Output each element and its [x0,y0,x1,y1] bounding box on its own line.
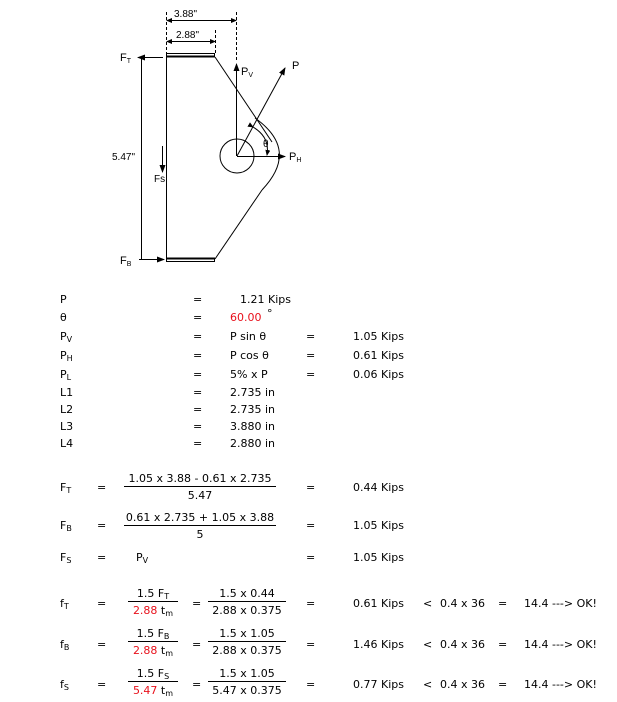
lug-plate [166,54,279,262]
eq: = [193,330,203,343]
eq: = [306,551,316,564]
eq: = [193,293,203,306]
eq: = [192,638,202,651]
value-theta: 60.00 ° [230,307,273,324]
label-p: P [292,60,300,72]
label-ph: PH [289,151,302,164]
value-l2: 2.735 in [230,403,276,416]
expr-fs: $P_V$ [136,551,149,565]
less-than: < [423,638,433,651]
check-result: 14.4 ---> OK! [524,678,597,691]
numerator: 0.61 x 2.735 + 1.05 x 3.88 [125,511,275,524]
fraction-fb [124,511,276,541]
result-fs: 1.05 Kips [353,551,404,564]
eq: = [193,403,203,416]
symbol-theta: θ [60,311,67,324]
fraction-ft-symbolic: $\frac{1.5 F_T}{2.88 t_m}$ [128,587,178,617]
result-pv: 1.05 Kips [353,330,404,343]
label-fs: Fs [154,174,166,185]
symbol-l3: L3 [60,420,74,433]
expr-pl: 5% x P [230,368,268,381]
eq: = [97,638,107,651]
symbol-fs: $F_S$ [60,551,72,565]
eq: = [306,678,316,691]
symbol-ft: $F_T$ [60,481,72,495]
symbol-fb: $F_B$ [60,519,72,533]
fraction-ft-numeric: $\frac{1.5 x 0.44}{2.88 x 0.375}$ [208,587,286,617]
result-pl: 0.06 Kips [353,368,404,381]
symbol-fb-stress: $f_B$ [60,638,70,652]
check-result: 14.4 ---> OK! [524,638,597,651]
fraction-fs-numeric: $\frac{1.5 x 1.05}{5.47 x 0.375}$ [208,667,286,697]
eq: = [306,638,316,651]
eq: = [193,386,203,399]
denominator: 5.47 [187,489,213,502]
p-arrow [237,68,285,156]
eq: = [193,437,203,450]
allowable-expr: 0.4 x 36 [440,597,485,610]
theta-input-value: 60.00 [230,311,262,324]
fraction-ft [124,472,276,502]
eq: = [192,597,202,610]
result-fb: 1.05 Kips [353,519,404,532]
eq: = [192,678,202,691]
fraction-fb-symbolic: $\frac{1.5 F_B}{2.88 t_m}$ [128,627,178,657]
eq: = [306,519,316,532]
eq: = [498,678,508,691]
expr-ph: P cos θ [230,349,269,362]
result-ft: 0.44 Kips [353,481,404,494]
less-than: < [423,678,433,691]
symbol-l1: L1 [60,386,74,399]
fraction-fb-numeric: $\frac{1.5 x 1.05}{2.88 x 0.375}$ [208,627,286,657]
lug-free-body-diagram [0,0,617,275]
eq: = [306,330,316,343]
result-fs-stress: 0.77 Kips [353,678,404,691]
eq: = [306,368,316,381]
symbol-ft-stress: $f_T$ [60,597,69,611]
eq: = [97,678,107,691]
dim-label-2-88: 2.88" [176,30,200,41]
eq: = [193,311,203,324]
allowable-expr: 0.4 x 36 [440,638,485,651]
symbol-fs-stress: $f_S$ [60,678,69,692]
result-fb-stress: 1.46 Kips [353,638,404,651]
eq: = [97,597,107,610]
symbol-l4: L4 [60,437,74,450]
label-theta: θ [263,139,269,150]
less-than: < [423,597,433,610]
eq: = [193,368,203,381]
value-p: 1.21 Kips [240,293,291,306]
eq: = [498,638,508,651]
result-ph: 0.61 Kips [353,349,404,362]
symbol: P [60,293,67,306]
label-pv: PV [241,66,254,79]
value-l4: 2.880 in [230,437,276,450]
eq: = [306,349,316,362]
check-result: 14.4 ---> OK! [524,597,597,610]
eq: = [97,551,107,564]
value-l1: 2.735 in [230,386,276,399]
numerator: 1.05 x 3.88 - 0.61 x 2.735 [124,472,276,487]
denominator: 5 [196,528,204,541]
eq: = [97,481,107,494]
label-ft: FT [120,52,132,65]
expr-pv: P sin θ [230,330,267,343]
eq: = [306,481,316,494]
symbol-ph: $P_H$ [60,349,73,363]
eq: = [498,597,508,610]
label-fb: FB [120,255,132,268]
dim-label-3-88: 3.88" [174,9,198,20]
row-p [60,293,67,306]
symbol-pv: $P_V$ [60,330,73,344]
value-l3: 3.880 in [230,420,276,433]
fraction-fs-symbolic: $\frac{1.5 F_S}{5.47 t_m}$ [128,667,178,697]
eq: = [193,420,203,433]
eq: = [306,597,316,610]
eq: = [97,519,107,532]
eq: = [193,349,203,362]
result-ft-stress: 0.61 Kips [353,597,404,610]
symbol-pl: $P_L$ [60,368,72,382]
symbol-l2: L2 [60,403,74,416]
allowable-expr: 0.4 x 36 [440,678,485,691]
dim-label-5-47: 5.47" [112,152,136,163]
